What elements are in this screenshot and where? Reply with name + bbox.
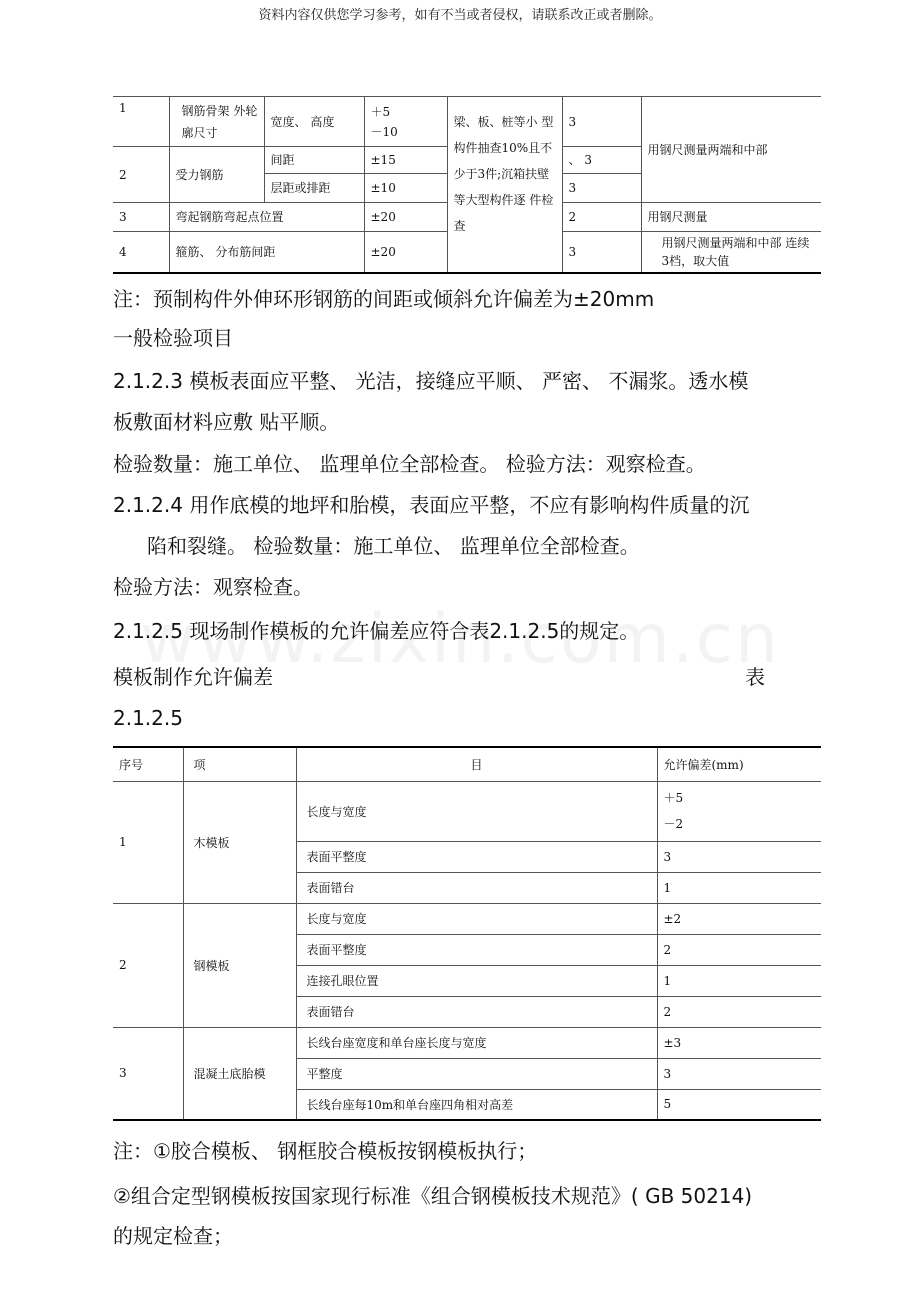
table2-note-3: 的规定检查； [113,1224,233,1248]
table2-note-1: 注：①胶合模板、 钢框胶合模板按钢模板执行； [113,1139,538,1163]
table-row [113,1027,821,1058]
points-cell: 、 3 [562,147,641,174]
header-tolerance: 允许偏差(mm) [657,747,821,781]
row-number: 2 [113,147,169,203]
item-cell: 长度与宽度 [296,903,657,934]
item-cell: 长线台座宽度和单台座长度与宽度 [296,1027,657,1058]
tolerance-cell: 3 [657,1058,821,1089]
disclaimer-header: 资料内容仅供您学习参考，如有不当或者侵权，请联系改正或者删除。 [258,8,662,23]
table-row [113,781,821,841]
item-cell: 连接孔眼位置 [296,965,657,996]
deviation-cell [364,97,447,147]
item-cell: 受力钢筋 [169,147,264,203]
group-number: 1 [113,781,183,903]
item-cell: 表面平整度 [296,841,657,872]
rebar-tolerance-table [113,96,821,274]
item-cell: 表面错台 [296,872,657,903]
method-cell: 用钢尺测量两端和中部 连续3档，取大值 [641,232,821,273]
points-cell: 2 [562,203,641,232]
sub-item-cell: 间距 [264,147,364,174]
table2-note-2: ②组合定型钢模板按国家现行标准《组合钢模板技术规范》( GB 50214) [113,1184,753,1208]
row-number: 1 [113,97,169,147]
header-item-suffix: 目 [296,747,657,781]
item-cell: 表面平整度 [296,934,657,965]
table-row [113,97,821,147]
paragraph-2125: 2.1.2.5 现场制作模板的允许偏差应符合表2.1.2.5的规定。 [113,619,640,643]
row-number: 4 [113,232,169,273]
tolerance-upper: ＋5 [663,791,684,805]
inspection-paragraph: 检验数量：施工单位、 监理单位全部检查。 检验方法：观察检查。 [113,452,706,476]
item-cell: 平整度 [296,1058,657,1089]
tolerance-cell: 5 [657,1089,821,1120]
tolerance-cell: ±3 [657,1027,821,1058]
method-cell: 用钢尺测量 [641,203,821,232]
paragraph-2124-line1: 2.1.2.4 用作底模的地坪和胎模，表面应平整，不应有影响构件质量的沉 [113,493,750,517]
inspection-scope-cell: 梁、板、桩等小 型构件抽查10%且不少于3件;沉箱扶壁等大型构件逐 件检查 [447,97,562,273]
points-cell: 3 [562,174,641,203]
deviation-cell: ±15 [364,147,447,174]
group-name: 木模板 [183,781,296,903]
paragraph-2123-line1: 2.1.2.3 模板表面应平整、 光洁，接缝应平顺、 严密、 不漏浆。透水模 [113,369,749,393]
group-number: 2 [113,903,183,1027]
group-name: 钢模板 [183,903,296,1027]
table-header-row [113,747,821,781]
table-row [113,903,821,934]
item-cell: 表面错台 [296,996,657,1027]
row-number: 3 [113,203,169,232]
tolerance-lower: －2 [663,817,684,831]
tolerance-cell: ±2 [657,903,821,934]
paragraph-2124-line2: 陷和裂缝。 检验数量：施工单位、 监理单位全部检查。 [147,534,640,558]
sub-item-cell: 层距或排距 [264,174,364,203]
tolerance-cell: 1 [657,965,821,996]
item-cell: 长度与宽度 [296,781,657,841]
tolerance-cell: 3 [657,841,821,872]
item-cell: 长线台座每10m和单台座四角相对高差 [296,1089,657,1120]
points-cell: 3 [562,97,641,147]
tolerance-cell: 1 [657,872,821,903]
points-cell: 3 [562,232,641,273]
method-cell: 用钢尺测量两端和中部 [641,97,821,203]
group-number: 3 [113,1027,183,1120]
deviation-cell: ±10 [364,174,447,203]
item-cell: 钢筋骨架 外轮廓尺寸 [169,97,264,147]
table2-number: 2.1.2.5 [113,706,183,730]
section-heading: 一般检验项目 [113,326,233,350]
tolerance-cell: 2 [657,996,821,1027]
deviation-cell: ±20 [364,232,447,273]
table1-note: 注：预制构件外伸环形钢筋的间距或倾斜允许偏差为±20mm [113,287,655,311]
deviation-lower: －10 [370,124,398,139]
paragraph-2123-line2: 板敷面材料应敷 贴平顺。 [113,410,340,434]
item-cell: 箍筋、 分布筋间距 [169,232,364,273]
inspection-method: 检验方法：观察检查。 [113,575,313,599]
header-item: 项 [183,747,296,781]
tolerance-cell [657,781,821,841]
item-cell: 弯起钢筋弯起点位置 [169,203,364,232]
deviation-cell: ±20 [364,203,447,232]
header-no: 序号 [113,747,183,781]
table2-caption-suffix: 表 [745,665,765,689]
table2-caption: 模板制作允许偏差 [113,665,273,689]
tolerance-cell: 2 [657,934,821,965]
group-name: 混凝土底胎模 [183,1027,296,1120]
deviation-upper: ＋5 [370,104,391,119]
formwork-tolerance-table [113,746,821,1121]
sub-item-cell: 宽度、 高度 [264,97,364,147]
